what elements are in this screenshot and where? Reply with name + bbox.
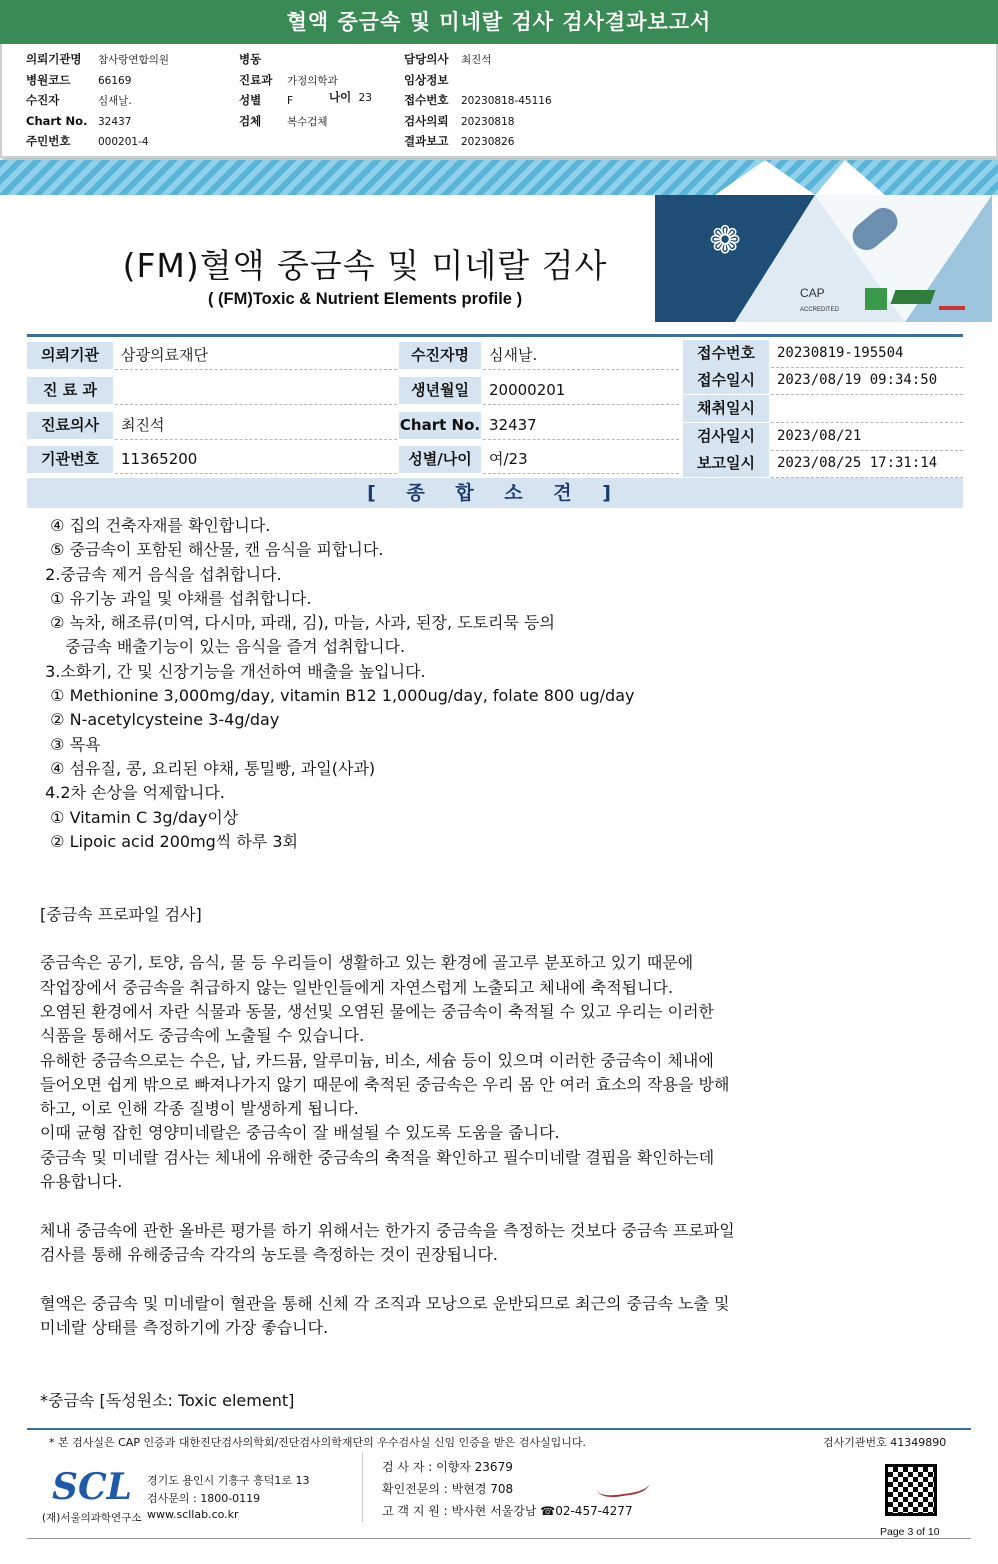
header-row xyxy=(404,91,552,112)
info-value: 20000201 xyxy=(483,377,679,405)
header-row xyxy=(26,91,169,112)
org-phone: 검사문의 : 1800-0119 xyxy=(147,1492,261,1505)
era-logo xyxy=(890,290,935,304)
body-line: ④ 섬유질, 콩, 요리된 야채, 통밀빵, 과일(사과) xyxy=(40,758,376,778)
info-label: 성별/나이 xyxy=(399,446,481,473)
customer-support: 고 객 지 원 : 박사현 서울강남 ☎02-457-4277 xyxy=(382,1504,633,1518)
info-value: 11365200 xyxy=(115,446,397,474)
info-value: 2023/08/25 17:31:14 xyxy=(771,450,963,478)
header-row xyxy=(239,71,338,92)
header-value: 20230818-45116 xyxy=(461,95,552,107)
info-label: 접수번호 xyxy=(683,340,769,367)
header-value: 최진석 xyxy=(461,54,492,66)
page-title: (FM)혈액 중금속 및 미네랄 검사 xyxy=(122,246,608,285)
page-number: Page 3 of 10 xyxy=(880,1526,940,1538)
body-line: 오염된 환경에서 자란 식물과 동물, 생선및 오염된 물에는 중금속이 축적될 수 있고 우리는 이러한 xyxy=(40,1001,714,1021)
info-label: 검사일시 xyxy=(683,423,769,450)
header-age: 나이 23 xyxy=(329,90,372,104)
body-line: 중금속은 공기, 토양, 음식, 물 등 우리들이 생활하고 있는 환경에 골고루 분포하고 있기 때문에 xyxy=(40,953,694,973)
header-value: 참사랑연합의원 xyxy=(98,54,170,66)
info-value: 2023/08/19 09:34:50 xyxy=(771,367,963,395)
body-line: ④ 집의 건축자재를 확인합니다. xyxy=(40,516,271,535)
header-label: 접수번호 xyxy=(404,93,449,107)
header-value: 000201-4 xyxy=(98,136,149,148)
cap-logo: CAP ACCREDITED xyxy=(800,286,840,313)
body-line: ② N-acetylcysteine 3-4g/day xyxy=(40,710,280,730)
patient-info-table xyxy=(27,334,963,472)
header-row xyxy=(26,50,169,71)
header-row xyxy=(404,132,552,153)
info-label: 의뢰기관 xyxy=(27,342,113,369)
header-label: 성별 xyxy=(239,93,262,107)
brain-icon: ❁ xyxy=(709,218,741,262)
info-value: 여/23 xyxy=(483,446,679,474)
header-label: Chart No. xyxy=(26,113,88,128)
header-label: 병동 xyxy=(239,52,262,66)
header-label: 검체 xyxy=(239,113,262,128)
org-address: 경기도 용인시 기흥구 흥덕1로 13 xyxy=(147,1474,310,1487)
header-label: 임상정보 xyxy=(404,72,449,87)
header-value: 32437 xyxy=(98,115,132,128)
body-line: 검사를 통해 유해중금속 각각의 농도를 측정하는 것이 권장됩니다. xyxy=(40,1244,499,1264)
body-line xyxy=(40,1364,940,1388)
body-line: 유용합니다. xyxy=(40,1172,123,1192)
body-line: 2.중금속 제거 음식을 섭취합니다. xyxy=(40,564,282,584)
header-label: 병원코드 xyxy=(26,72,71,87)
info-label: 생년월일 xyxy=(399,377,481,404)
header-label: 결과보고 xyxy=(404,134,449,148)
report-footer xyxy=(27,1428,971,1538)
body-line: [중금속 프로파일 검사] xyxy=(40,904,202,924)
body-line xyxy=(40,1194,940,1218)
header-value: 20230826 xyxy=(461,136,515,148)
body-line: 혈액은 중금속 및 미네랄이 혈관을 통해 신체 각 조직과 모낭으로 운반되므로 최근의 중금속 노출 및 xyxy=(40,1293,730,1313)
info-value: 심새날. xyxy=(483,342,679,370)
body-line: ② Lipoic acid 200mg씩 하루 3회 xyxy=(40,831,298,851)
body-line: *중금속 [독성원소: Toxic element] xyxy=(40,1390,295,1410)
opinion-body xyxy=(40,514,940,1413)
header-label: 주민번호 xyxy=(26,134,71,148)
info-label: 채취일시 xyxy=(683,395,769,422)
lm-logo xyxy=(865,288,887,310)
info-value: 32437 xyxy=(483,412,679,440)
info-value: 2023/08/21 xyxy=(771,423,963,451)
header-value: 20230818 xyxy=(461,115,515,128)
body-line: ① Methionine 3,000mg/day, vitamin B12 1,000ug/day, folate 800 ug/day xyxy=(40,686,635,706)
body-line: ③ 목욕 xyxy=(40,734,101,754)
body-line: 체내 중금속에 관한 올바른 평가를 하기 위해서는 한가지 중금속을 측정하는 것보다 중금속 프로파일 xyxy=(40,1220,735,1240)
info-value: 삼광의료재단 xyxy=(115,342,397,370)
qr-code-icon xyxy=(885,1464,937,1516)
header-label: 진료과 xyxy=(239,72,273,87)
info-label: 진료의사 xyxy=(27,412,113,439)
body-line: 미네랄 상태를 측정하기에 가장 좋습니다. xyxy=(40,1317,329,1337)
body-line: 중금속 배출기능이 있는 음식을 즐겨 섭취합니다. xyxy=(40,637,406,657)
header-row xyxy=(239,50,338,71)
header-row xyxy=(404,112,552,133)
scl-logo: SCL xyxy=(52,1466,132,1508)
signature xyxy=(596,1470,651,1499)
body-line: 3.소화기, 간 및 신장기능을 개선하여 배출을 높입니다. xyxy=(40,661,426,681)
header-label: 담당의사 xyxy=(404,52,449,66)
header-row xyxy=(26,112,169,133)
header-row xyxy=(239,112,338,133)
header-column-1 xyxy=(26,50,169,153)
body-line: 중금속 및 미네랄 검사는 체내에 유해한 중금속의 축적을 확인하고 필수미네랄 결핍을 확인하는데 xyxy=(40,1147,715,1167)
header-label: 수진자 xyxy=(26,93,60,107)
body-line: 유해한 중금속으로는 수은, 납, 카드뮴, 알루미늄, 비소, 세슘 등이 있으며 이러한 중금속이 체내에 xyxy=(40,1050,714,1070)
header-value: F xyxy=(287,95,294,107)
info-label: 보고일시 xyxy=(683,450,769,477)
amab-logo xyxy=(939,286,965,310)
header-value: 66169 xyxy=(98,74,132,87)
info-value xyxy=(771,395,963,423)
body-line: 하고, 이로 인해 각종 질병이 발생하게 됩니다. xyxy=(40,1099,359,1119)
info-value: 20230819-195504 xyxy=(771,340,963,368)
report-header xyxy=(0,44,998,158)
header-value: 가정의학과 xyxy=(287,74,338,87)
body-line: 식품을 통해서도 중금속에 노출될 수 있습니다. xyxy=(40,1026,365,1046)
org-name: (재)서울의과학연구소 xyxy=(42,1512,142,1524)
info-label: 기관번호 xyxy=(27,446,113,473)
header-value: 복수검체 xyxy=(287,115,328,128)
body-line xyxy=(40,878,940,902)
page-subtitle: ( (FM)Toxic & Nutrient Elements profile ) xyxy=(207,290,523,308)
report-title-bar xyxy=(0,0,998,44)
opinion-title: [ 종 합 소 견 ] xyxy=(27,478,963,508)
org-web: www.scllab.co.kr xyxy=(147,1508,239,1521)
body-line: 작업장에서 중금속을 취급하지 않는 일반인들에게 자연스럽게 노출되고 체내에 축적됩니다. xyxy=(40,977,674,997)
lab-number: 검사기관번호 41349890 xyxy=(823,1436,947,1449)
body-line: ② 녹차, 해조류(미역, 다시마, 파래, 김), 마늘, 사과, 된장, 도토리묵 등의 xyxy=(40,613,555,633)
info-label: 수진자명 xyxy=(399,342,481,369)
body-line: ① Vitamin C 3g/day이상 xyxy=(40,807,239,827)
header-column-2 xyxy=(239,50,338,132)
info-label: 접수일시 xyxy=(683,367,769,394)
accreditation-note: * 본 검사실은 CAP 인증과 대한진단검사의학회/진단검사의학재단의 우수검사실 신임 인증을 받은 검사실입니다. xyxy=(49,1436,587,1449)
header-row xyxy=(404,71,552,92)
body-line xyxy=(40,854,940,878)
confirming-doctor: 확인전문의 : 박현경 708 xyxy=(382,1482,514,1496)
body-line: ⑤ 중금속이 포함된 해산물, 캔 음식을 피합니다. xyxy=(40,540,384,560)
header-label: 의뢰기관명 xyxy=(26,52,82,66)
info-value: 최진석 xyxy=(115,412,397,440)
info-label: Chart No. xyxy=(399,412,481,439)
body-line: 4.2차 손상을 억제합니다. xyxy=(40,783,225,803)
body-line xyxy=(40,1267,940,1291)
header-row xyxy=(26,71,169,92)
report-title: 혈액 중금속 및 미네랄 검사 검사결과보고서 xyxy=(286,10,712,34)
info-label: 진 료 과 xyxy=(27,377,113,404)
header-label: 검사의뢰 xyxy=(404,113,449,128)
info-value xyxy=(115,377,397,405)
body-line: ① 유기농 과일 및 야채를 섭취합니다. xyxy=(40,588,312,608)
header-column-3 xyxy=(404,50,552,153)
body-line xyxy=(40,1340,940,1364)
header-row xyxy=(26,132,169,153)
body-line xyxy=(40,927,940,951)
tester: 검 사 자 : 이향자 23679 xyxy=(382,1460,513,1474)
header-row xyxy=(404,50,552,71)
header-value: 심새날. xyxy=(98,95,132,107)
body-line: 이때 균형 잡힌 영양미네랄은 중금속이 잘 배설될 수 있도록 도움을 줍니다. xyxy=(40,1123,560,1143)
header-row xyxy=(239,91,338,112)
body-line: 들어오면 쉽게 밖으로 빠져나가지 않기 때문에 축적된 중금속은 우리 몸 안 여러 효소의 작용을 방해 xyxy=(40,1074,730,1094)
